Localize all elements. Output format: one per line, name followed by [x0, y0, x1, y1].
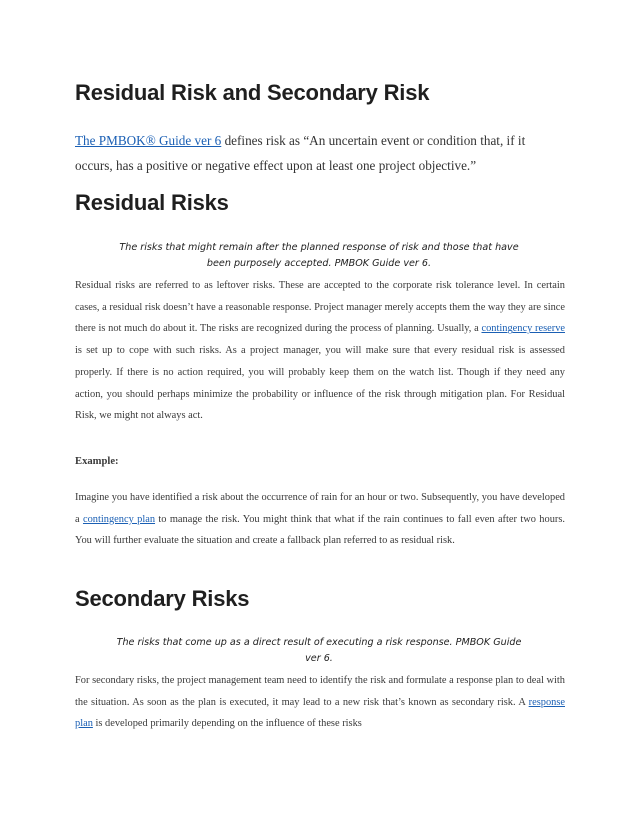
secondary-risks-paragraph: [75, 670, 565, 735]
example-text-1: Imagine you have identified a risk about the occurrence of rain for an hour or two. Subsequently, you have developed a: [75, 492, 565, 525]
secondary-definition-quote: [100, 635, 538, 667]
secondary-para-text-2: is developed primarily depending on the influence of these risks: [92, 718, 362, 730]
residual-risks-paragraph: [75, 275, 565, 427]
intro-text: defines risk as “An uncertain event or condition that, if it occurs, has a positive or negative effect upon at least one project objective.”: [75, 133, 526, 173]
residual-quote-line-1: The risks that might remain after the planned response of risk and those that have: [119, 242, 519, 253]
residual-quote-line-2: been purposely accepted. PMBOK Guide ver 6.: [206, 258, 432, 269]
contingency-plan-link[interactable]: contingency plan: [82, 513, 156, 525]
response-plan-link[interactable]: response plan: [75, 696, 565, 730]
example-text-2: to manage the risk. You might think that what if the rain continues to fall even after two hours. You will further evaluate the situation and create a fallback plan referred to as residual risk.: [75, 513, 565, 547]
example-label: Example:: [75, 456, 119, 467]
secondary-para-text-1: For secondary risks, the project management team need to identify the risk and formulate a response plan to deal with the situation. As soon as the plan is executed, it may lead to a new risk that’s known as secondary risk. A: [75, 675, 565, 708]
residual-risks-heading: Residual Risks: [75, 190, 229, 215]
residual-definition-quote: [100, 240, 538, 272]
secondary-risks-heading: Secondary Risks: [75, 586, 250, 611]
residual-para-text-2: is set up to cope with such risks. As a project manager, you will make sure that every residual risk is assessed properly. If there is no action required, you will probably keep them on the watch list. Though if they need any action, you should perhaps minimize the probability or influence of the risk through mitigation plan. For Residual Risk, we might not always act.: [75, 345, 565, 422]
secondary-quote-line-1: The risks that come up as a direct result of executing a risk response. PMBOK Guide: [116, 637, 522, 648]
contingency-reserve-link[interactable]: contingency reserve: [481, 323, 565, 335]
intro-paragraph: [75, 128, 565, 178]
pmbok-guide-link[interactable]: The PMBOK® Guide ver 6: [75, 133, 222, 148]
example-paragraph: [75, 487, 565, 552]
page-title: Residual Risk and Secondary Risk: [75, 80, 430, 105]
residual-para-text-1: Residual risks are referred to as leftover risks. These are accepted to the corporate risk tolerance level. In certain cases, a residual risk doesn’t have a reasonable response. Project manager merely accepts them the way they are since there is not much do about it. The risks are recognized during the process of planning. Usually, a: [75, 280, 565, 335]
secondary-quote-line-2: ver 6.: [305, 653, 333, 664]
